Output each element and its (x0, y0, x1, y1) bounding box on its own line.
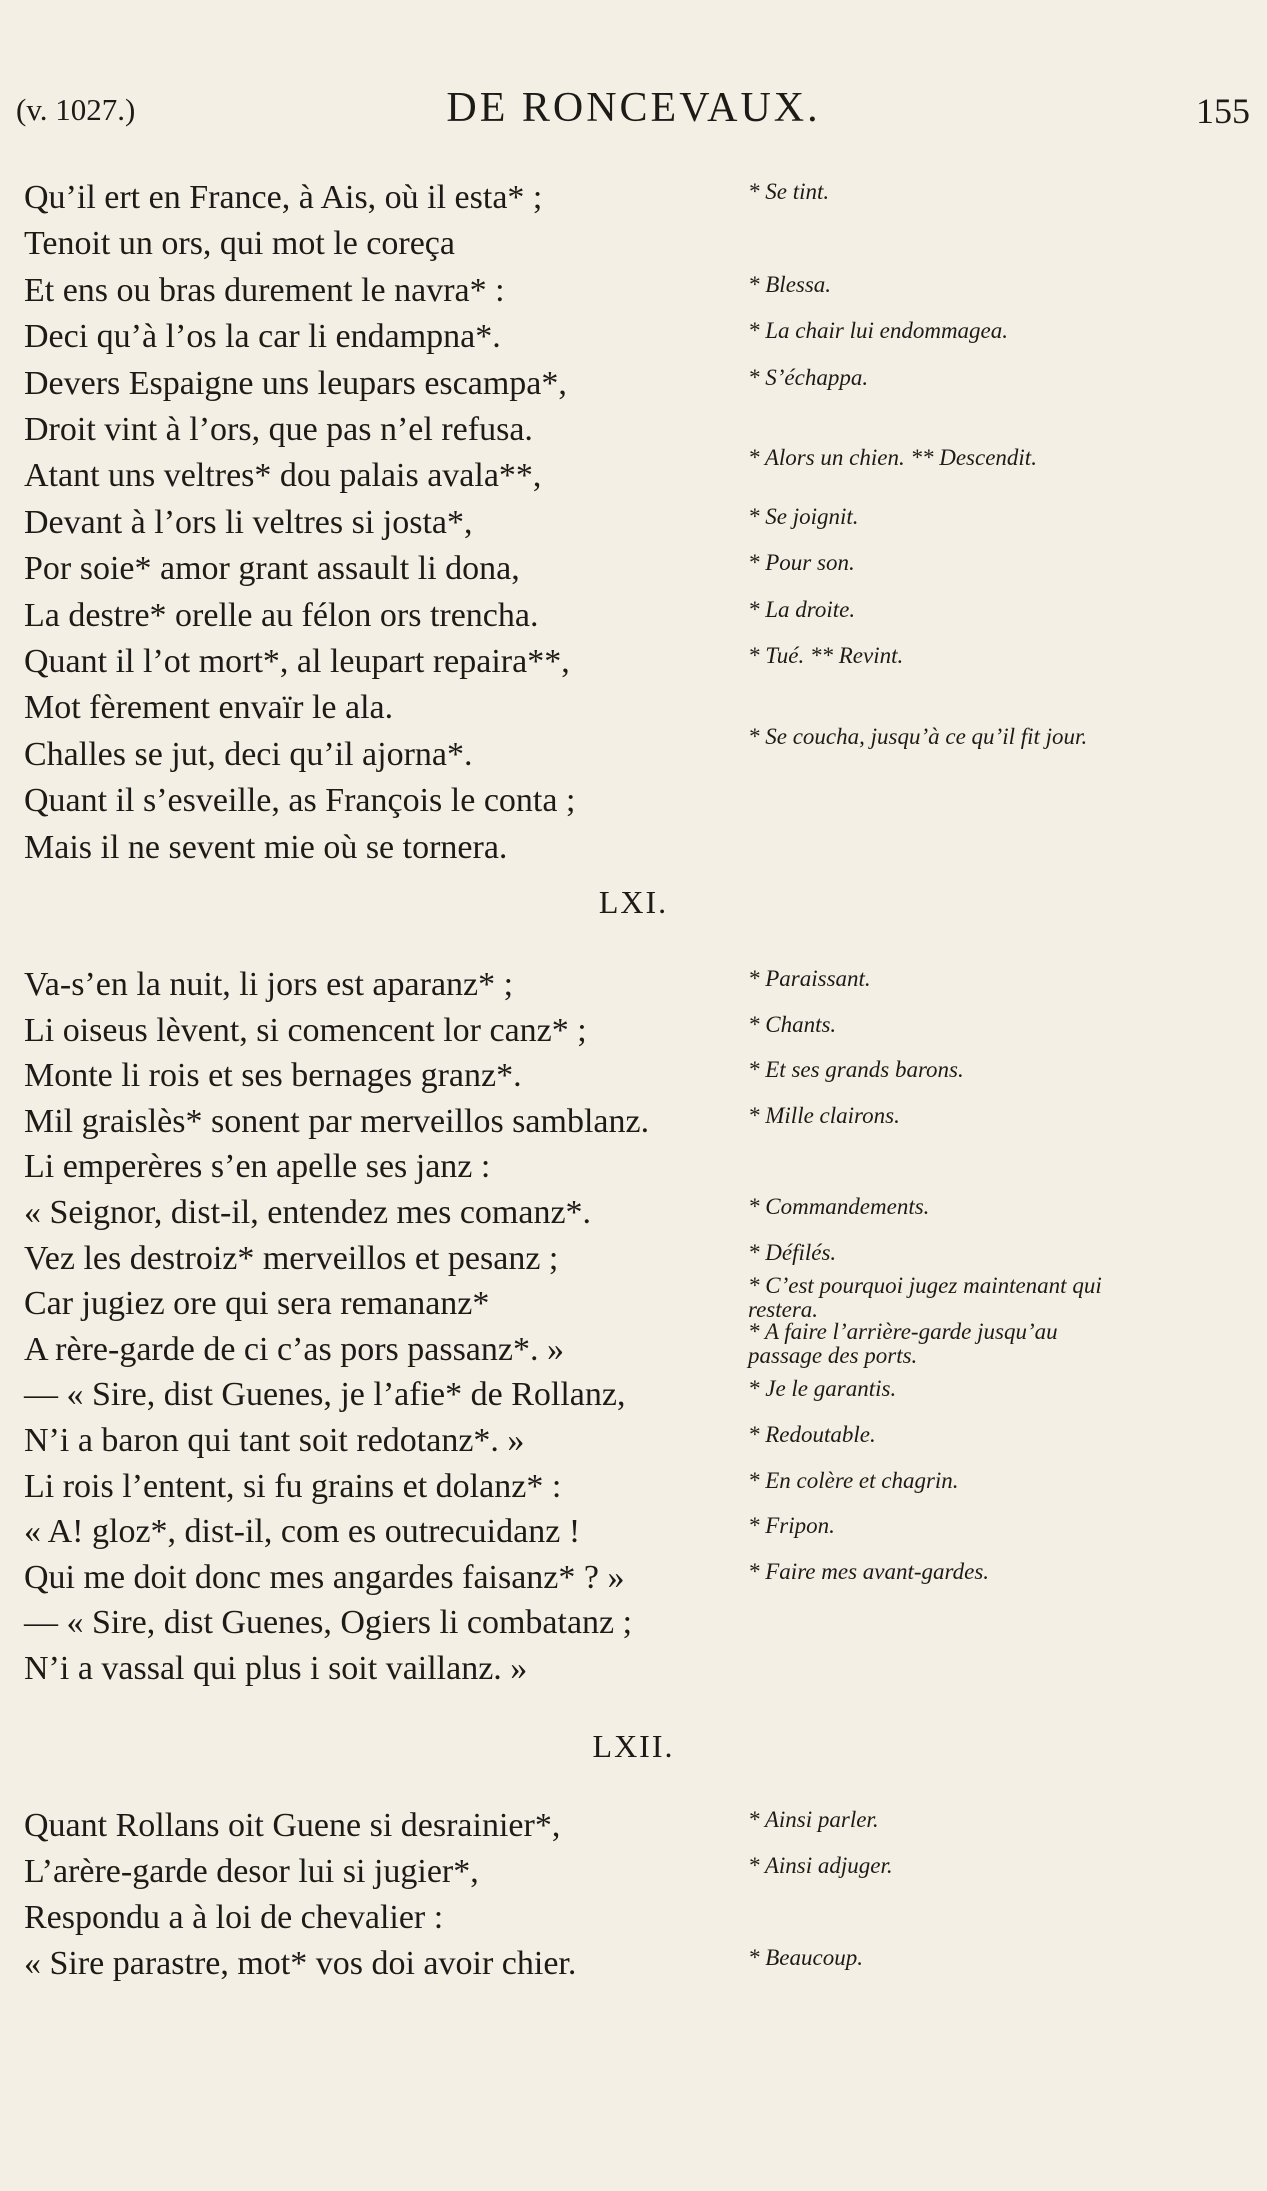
gloss-note: * Alors un chien. ** Descendit. (748, 445, 1037, 471)
verse-line (0, 1942, 1267, 1988)
verse-line (0, 445, 1267, 500)
gloss-note: * Faire mes avant-gardes. (748, 1558, 990, 1584)
gloss-note: * Paraissant. (748, 966, 871, 991)
gloss-note: * A faire l’arrière-garde jusqu’au passage des ports. (748, 1318, 1058, 1368)
verse-text: Qui me doit donc mes angardes faisanz* ? » (24, 1558, 625, 1596)
page-number: 155 (1196, 91, 1250, 131)
verse-line (0, 362, 1267, 408)
verse-text: A rère-garde de ci c’as pors passanz*. » (24, 1330, 564, 1368)
verse-text: Quant Rollans oit Guene si desrainier*, (24, 1807, 561, 1844)
verse-line (0, 547, 1267, 593)
gloss-note: * Fripon. (748, 1513, 835, 1539)
verse-text: « A! gloz*, dist-il, com es outrecuidanz ! (24, 1513, 581, 1551)
verse-line (0, 594, 1267, 640)
gloss-note: * En colère et chagrin. (748, 1467, 959, 1493)
gloss-note: * Tué. ** Revint. (748, 643, 904, 668)
verse-line (0, 1191, 1267, 1237)
verse-text: Mot fèrement envaïr le ala. (24, 689, 394, 727)
verse-text: Vez les destroiz* merveillos et pesanz ; (24, 1239, 559, 1277)
running-title: DE RONCEVAUX. (446, 85, 821, 131)
verse-text: Li emperères s’en apelle ses janz : (24, 1148, 491, 1186)
gloss-note: * Mille clairons. (748, 1102, 900, 1128)
verse-text: Mil graislès* sonent par merveillos samblanz. (24, 1102, 650, 1140)
gloss-note: * Et ses grands barons. (748, 1057, 964, 1083)
verse-line (0, 640, 1267, 686)
verse-reference: (v. 1027.) (16, 92, 136, 127)
verse-line (0, 1145, 1267, 1191)
stanza-number-lxii: LXII. (592, 1728, 675, 1764)
verse-text: Li rois l’entent, si fu grains et dolanz* : (24, 1467, 562, 1505)
verse-line (0, 269, 1267, 315)
verse-line (0, 222, 1267, 268)
verse-text: L’arère-garde desor lui si jugier*, (24, 1853, 479, 1890)
verse-text: Devers Espaigne uns leupars escampa*, (24, 364, 567, 402)
verse-text: Li oiseus lèvent, si comencent lor canz* ; (24, 1011, 587, 1049)
verse-line (0, 501, 1267, 547)
verse-line (0, 1850, 1267, 1896)
verse-text: Devant à l’ors li veltres si josta*, (24, 503, 473, 541)
verse-line (0, 1009, 1267, 1055)
verse-text: N’i a vassal qui plus i soit vaillanz. » (24, 1650, 528, 1687)
verse-line (0, 723, 1267, 779)
gloss-note: * Ainsi parler. (748, 1807, 879, 1832)
verse-text: La destre* orelle au félon ors trencha. (24, 596, 539, 634)
verse-line (0, 826, 1267, 872)
verse-text: Challes se jut, deci qu’il ajorna*. (24, 735, 473, 773)
verse-text: N’i a baron qui tant soit redotanz*. » (24, 1422, 525, 1459)
verse-text: Et ens ou bras durement le navra* : (24, 271, 505, 309)
verse-line (0, 1465, 1267, 1511)
gloss-note: * Pour son. (748, 550, 855, 576)
gloss-note: * Ainsi adjuger. (748, 1853, 893, 1878)
verse-text: Quant il s’esveille, as François le conta ; (24, 782, 576, 820)
verse-text: Mais il ne sevent mie où se tornera. (24, 828, 508, 866)
verse-line (0, 1054, 1267, 1100)
verse-text: Respondu a à loi de chevalier : (24, 1899, 444, 1936)
gloss-note: * Redoutable. (748, 1422, 876, 1447)
verse-text: « Sire parastre, mot* vos doi avoir chier. (24, 1945, 577, 1982)
verse-text: Car jugiez ore qui sera remananz* (24, 1285, 490, 1323)
gloss-note: * Défilés. (748, 1239, 837, 1265)
verse-text: Va-s’en la nuit, li jors est aparanz* ; (24, 966, 514, 1003)
verse-line (0, 1510, 1267, 1556)
verse-line (0, 779, 1267, 825)
verse-text: Monte li rois et ses bernages granz*. (24, 1057, 522, 1095)
verse-text: Deci qu’à l’os la car li endampna*. (24, 318, 501, 356)
verse-text: Qu’il ert en France, à Ais, où il esta* ; (24, 179, 543, 216)
gloss-note: * C’est pourquoi jugez maintenant qui restera. (748, 1273, 1102, 1323)
gloss-note: * Chants. (748, 1011, 837, 1037)
verse-line (0, 1373, 1267, 1419)
verse-text: — « Sire, dist Guenes, Ogiers li combatanz ; (24, 1604, 633, 1642)
gloss-note: * S’échappa. (748, 364, 869, 390)
gloss-note: * Blessa. (748, 271, 832, 297)
verse-line (0, 176, 1267, 222)
verse-text: « Seignor, dist-il, entendez mes comanz*. (24, 1194, 592, 1231)
verse-line (0, 1601, 1267, 1647)
verse-line (0, 1896, 1267, 1942)
verse-line (0, 1647, 1267, 1693)
verse-line (0, 963, 1267, 1009)
gloss-note: * Se coucha, jusqu’à ce qu’il fit jour. (748, 723, 1088, 749)
verse-line (0, 1419, 1267, 1465)
gloss-note: * Commandements. (748, 1194, 930, 1219)
verse-line (0, 1556, 1267, 1602)
verse-line (0, 1804, 1267, 1850)
gloss-note: * Se joignit. (748, 503, 859, 529)
verse-text: Atant uns veltres* dou palais avala**, (24, 457, 542, 495)
verse-text: Por soie* amor grant assault li dona, (24, 550, 520, 588)
gloss-note: * Je le garantis. (748, 1376, 897, 1402)
gloss-note: * La droite. (748, 596, 856, 622)
verse-line (0, 1318, 1267, 1374)
verse-text: Quant il l’ot mort*, al leupart repaira**, (24, 643, 570, 680)
gloss-note: * La chair lui endommagea. (748, 318, 1009, 344)
stanza-number-lxi: LXI. (598, 884, 669, 920)
verse-text: Droit vint à l’ors, que pas n’el refusa. (24, 411, 533, 448)
verse-text: Tenoit un ors, qui mot le coreça (24, 225, 455, 263)
gloss-note: * Beaucoup. (748, 1945, 863, 1970)
gloss-note: * Se tint. (748, 179, 830, 204)
verse-text: — « Sire, dist Guenes, je l’afie* de Rollanz, (24, 1376, 626, 1414)
verse-line (0, 1100, 1267, 1146)
verse-line (0, 315, 1267, 361)
